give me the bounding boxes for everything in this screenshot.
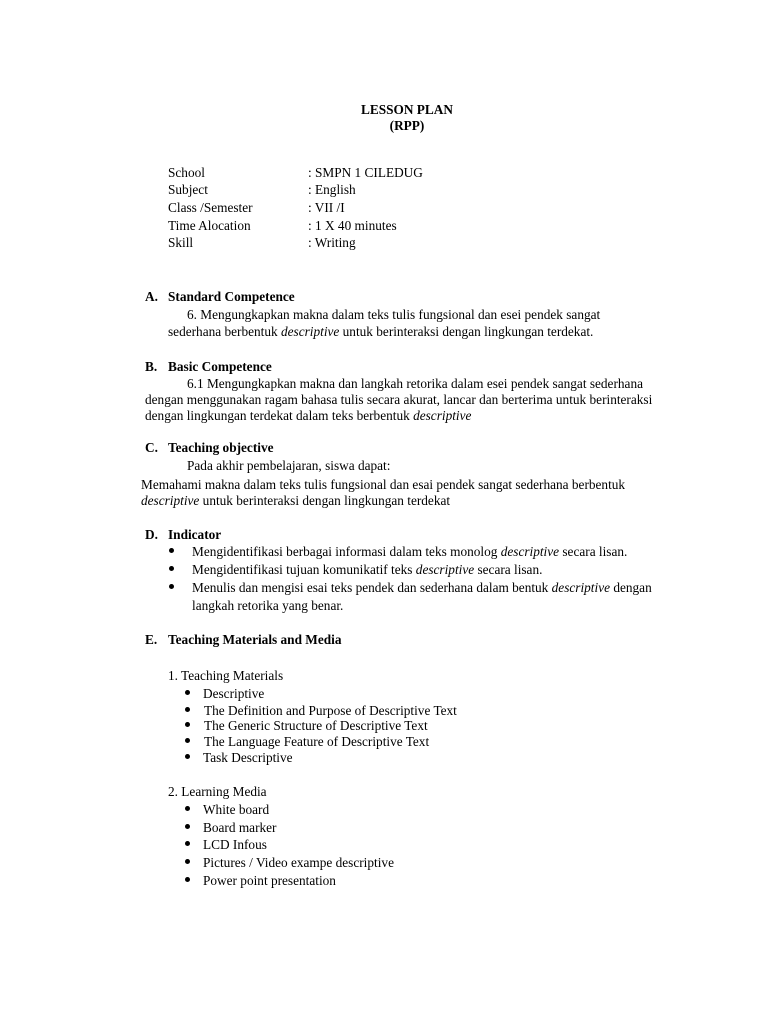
bullet-icon: [185, 707, 190, 712]
bullet-icon: [169, 566, 174, 571]
title-line-2: (RPP): [389, 118, 425, 133]
info-value: : English: [308, 182, 356, 197]
title-line-1: LESSON PLAN: [361, 102, 453, 117]
info-label: School: [168, 165, 205, 180]
info-label: Class /Semester: [168, 200, 253, 215]
info-value: : 1 X 40 minutes: [308, 218, 397, 233]
section-letter: E.: [145, 632, 158, 647]
bullet-icon: [185, 754, 190, 759]
section-text: dengan lingkungan terdekat dalam teks berbentuk descriptive: [145, 408, 472, 423]
section-text: Pada akhir pembelajaran, siswa dapat:: [187, 458, 391, 473]
bullet-icon: [185, 738, 190, 743]
section-text: sederhana berbentuk descriptive untuk berinteraksi dengan lingkungan terdekat.: [168, 324, 594, 339]
document-page: LESSON PLAN (RPP) School : SMPN 1 CILEDUG Subject : English Class /Semester : VII /I Time Alocation : 1 X 40 minutes Skill : Writing A. Standard Competence 6. Mengungkapkan makna dalam teks tulis fungsional dan esei pendek sangat sederhana berbentuk descriptive untuk berinteraksi dengan lingkungan terdekat. B. Basic Competence 6.1 Mengungkapkan makna dan langkah retorika dalam esei pendek sangat sederhana dengan menggunakan ragam bahasa tulis secara akurat, lancar dan berterima untuk berinteraksi dengan lingkungan terdekat dalam teks berbentuk descriptive C. Teaching objective Pada akhir pembelajaran, siswa dapat: Memahami makna dalam teks tulis fungsional dan esai pendek sangat sederhana berbentuk descriptive untuk berinteraksi dengan lingkungan terdekat D. Indicator Mengidentifikasi berbagai informasi dalam teks monolog descriptive secara lisan. Mengidentifikasi tujuan komunikatif teks descriptive secara lisan. Menulis dan mengisi esai teks pendek dan sederhana dalam bentuk descriptive dengan langkah retorika yang benar. E. Teaching Materials and Media 1. Teaching Materials Descriptive The Definition and Purpose of Descriptive Text The Generic Structure of Descriptive Text The Language Feature of Descriptive Text Task Descriptive 2. Learning Media White board Board marker LCD Infous Pictures / Video exampe descriptive Power point presentation: [0, 0, 768, 1024]
bullet-icon: [185, 690, 190, 695]
bullet-icon: [169, 584, 174, 589]
media-heading: 2. Learning Media: [168, 784, 267, 799]
bullet-icon: [185, 722, 190, 727]
bullet-icon: [185, 841, 190, 846]
bullet-icon: [169, 548, 174, 553]
info-label: Skill: [168, 235, 194, 250]
section-letter: C.: [145, 440, 158, 455]
section-letter: B.: [145, 359, 158, 374]
info-value: : Writing: [308, 235, 356, 250]
section-title: Standard Competence: [168, 289, 295, 304]
section-title: Teaching Materials and Media: [168, 632, 342, 647]
document-title: [0, 102, 768, 134]
bullet-icon: [185, 824, 190, 829]
section-title: Teaching objective: [168, 440, 274, 455]
info-label: Subject: [168, 182, 208, 197]
bullet-icon: [185, 877, 190, 882]
info-label: Time Alocation: [168, 218, 251, 233]
bullet-icon: [185, 806, 190, 811]
section-letter: D.: [145, 527, 158, 542]
section-text: dengan menggunakan ragam bahasa tulis secara akurat, lancar dan berterima untuk berinteraksi: [145, 392, 653, 407]
section-title: Basic Competence: [168, 359, 272, 374]
section-letter: A.: [145, 289, 158, 304]
info-value: : SMPN 1 CILEDUG: [308, 165, 423, 180]
materials-heading: 1. Teaching Materials: [168, 668, 284, 683]
info-value: : VII /I: [308, 200, 345, 215]
section-title: Indicator: [168, 527, 222, 542]
bullet-icon: [185, 859, 190, 864]
section-text: 6.1 Mengungkapkan makna dan langkah retorika dalam esei pendek sangat sederhana: [187, 376, 643, 391]
section-text: descriptive untuk berinteraksi dengan lingkungan terdekat: [141, 493, 451, 508]
section-text: Memahami makna dalam teks tulis fungsional dan esai pendek sangat sederhana berbentuk: [141, 477, 626, 492]
list-item-continuation: langkah retorika yang benar.: [192, 598, 344, 613]
section-text: 6. Mengungkapkan makna dalam teks tulis fungsional dan esei pendek sangat: [187, 307, 601, 322]
